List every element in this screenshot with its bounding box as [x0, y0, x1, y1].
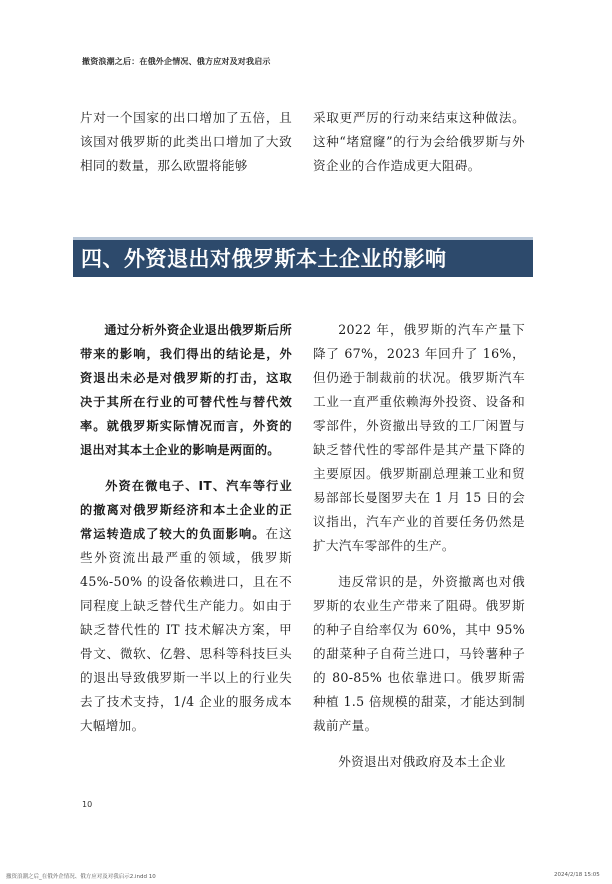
paragraph-text: 在这些外资流出最严重的领域，俄罗斯 45%-50% 的设备依赖进口，且在不同程度上缺乏替代生产能力。如由于缺乏替代性的 IT 技术解决方案，甲骨文、微软、亿磐、思科等科技巨头的退出导致俄罗斯一半以上的行业失去了技术支持，1/4 企业的服务成本大幅增加。 — [80, 526, 292, 733]
summary-paragraph: 通过分析外资企业退出俄罗斯后所带来的影响，我们得出的结论是，外资退出未必是对俄罗斯的打击，这取决于其所在行业的可替代性与替代效率。就俄罗斯实际情况而言，外资的退出对其本土企业的影响是两面的。 — [80, 323, 292, 457]
top-right-column — [313, 106, 525, 190]
section-banner — [73, 237, 533, 277]
emphasis-text: 外资在微电子、IT、汽车等行业的撤离对俄罗斯经济和本土企业的正常运转造成了较大的负面影响。 — [80, 479, 292, 541]
section-title: 四、外资退出对俄罗斯本土企业的影响 — [81, 247, 447, 271]
body-paragraph — [80, 474, 292, 738]
print-slug-timestamp: 2024/2/18 15:05 — [554, 872, 600, 878]
body-paragraph: 外资退出对俄政府及本土企业 — [338, 754, 506, 769]
page-number: 10 — [82, 800, 93, 809]
left-column — [80, 318, 292, 750]
print-slug-filename: 撤资浪潮之后_在俄外企情况、俄方应对及对我启示2.indd 10 — [6, 874, 156, 880]
body-paragraph: 违反常识的是，外资撤离也对俄罗斯的农业生产带来了阻碍。俄罗斯的种子自给率仅为 60%，其中 95% 的甜菜种子自荷兰进口，马铃薯种子的 80-85% 也依靠进口。俄罗斯需种植 1.5 倍规模的甜菜，才能达到制裁前产量。 — [313, 574, 525, 733]
top-right-text: 采取更严厉的行动来结束这种做法。这种“堵窟窿”的行为会给俄罗斯与外资企业的合作造成更大阻碍。 — [313, 110, 525, 173]
top-left-column — [80, 106, 292, 190]
top-left-text: 片对一个国家的出口增加了五倍，且该国对俄罗斯的此类出口增加了大致相同的数量，那么欧盟将能够 — [80, 110, 292, 173]
body-paragraph: 2022 年，俄罗斯的汽车产量下降了 67%，2023 年回升了 16%，但仍逊于制裁前的状况。俄罗斯汽车工业一直严重依赖海外投资、设备和零部件，外资撤出导致的工厂闲置与缺乏替代性的零部件是其产量下降的主要原因。俄罗斯副总理兼工业和贸易部部长曼图罗夫在 1 月 15 日的会议指出，汽车产业的首要任务仍然是扩大汽车零部件的生产。 — [313, 322, 525, 553]
right-column — [313, 318, 525, 786]
running-header: 撤资浪潮之后：在俄外企情况、俄方应对及对我启示 — [82, 57, 271, 66]
